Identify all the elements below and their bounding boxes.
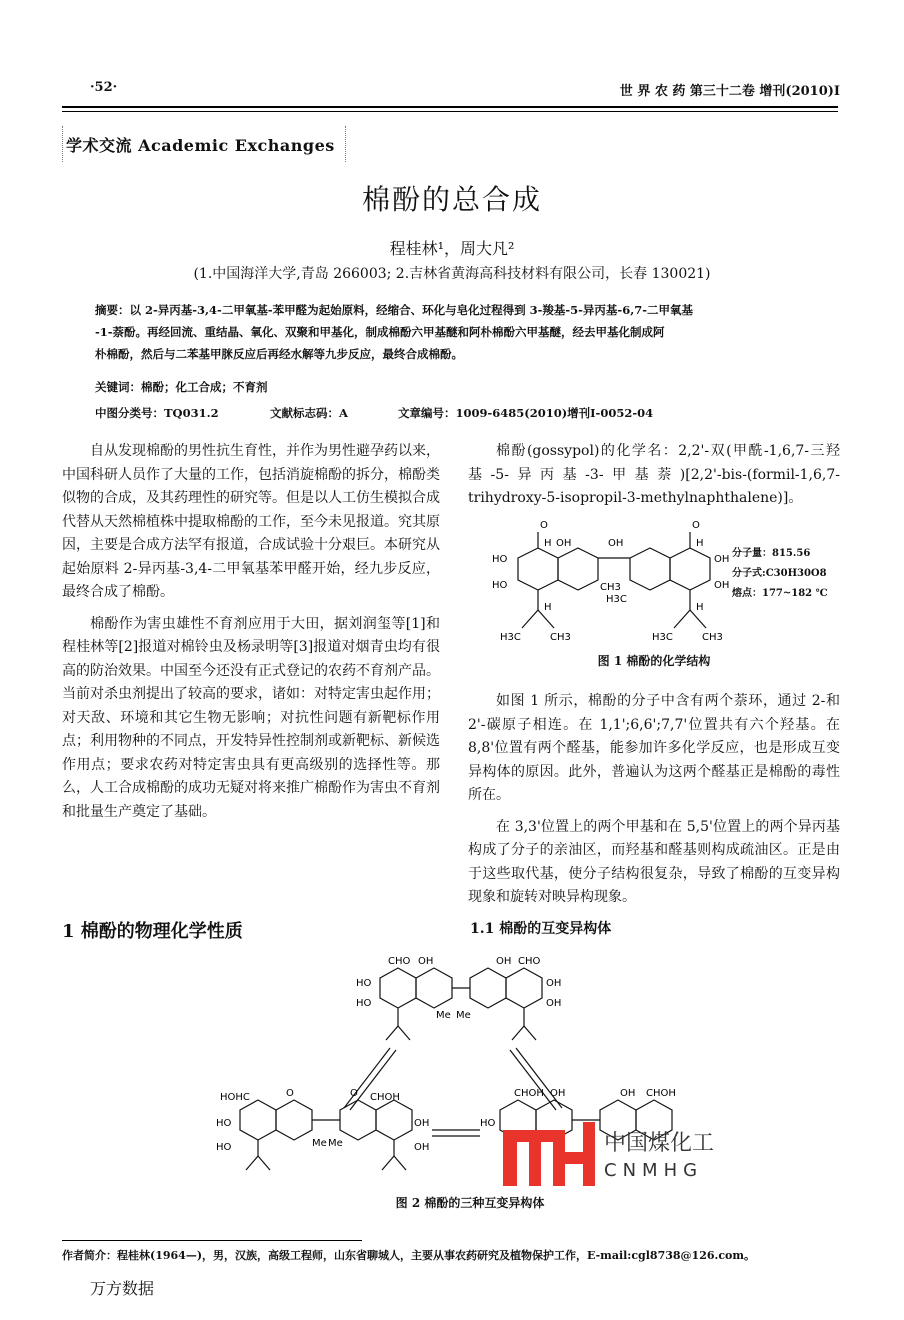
oh-f2-8: OH: [620, 1088, 636, 1099]
intro-paragraph-2: 棉酚作为害虫雄性不育剂应用于大田，据刘润玺等[1]和程桂林等[2]报道对棉铃虫及杨录明等[3]报道对烟青虫均有很高的防治效果。中国至今还没有正式登记的农药不育剂产品。当前对杀虫剂提出了较高的要求，诸如：对特定害虫起作用；对天敌、环境和其它生物无影响；对抗性问题有新靶标作用点；利用物种的不同点，开发特异性控制剂或新靶标、新候选作用点；要求农药对特定害虫具有更高级别的选择性等。那么，人工合成棉酚的成功无疑对将来推广棉酚作为害虫不育剂和批量生产奠定了基础。: [62, 615, 440, 820]
article-number: 文章编号：1009-6485(2010)增刊Ⅰ-0052-04: [398, 406, 654, 420]
naphthalene-ring-left-a: [518, 548, 558, 590]
figure-2-caption: 图 2 棉酚的三种互变异构体: [395, 1196, 545, 1210]
header-rule: [62, 106, 838, 108]
authors: 程桂林¹，周大凡²: [389, 239, 515, 258]
aldehyde-form-ring-2: [416, 968, 452, 1008]
h3c-label-mid: H3C: [606, 594, 627, 605]
o-label-right: O: [692, 520, 700, 531]
o-label-f2-1: O: [286, 1088, 294, 1099]
lactol-form-ring-1: [240, 1100, 276, 1140]
cnmhg-logo-icon: [503, 1122, 598, 1186]
aldehyde-form-ring-1: [380, 968, 416, 1008]
abstract-label: 摘要：: [95, 303, 130, 317]
h-label-ipr-left: H: [544, 602, 552, 613]
section-1-1-heading: 1.1 棉酚的互变异构体: [470, 921, 612, 937]
watermark-en: CNMHG: [604, 1160, 704, 1181]
h-label-ipr-right: H: [696, 602, 704, 613]
abstract-line-2: -1-萘酚。再经回流、重结晶、氧化、双聚和甲基化，制成棉酚六甲基醚和阿朴棉酚六甲基醚，经去甲基化制成阿: [95, 325, 665, 339]
oh-label-1: OH: [556, 538, 572, 549]
ho-f2-4: HO: [216, 1142, 232, 1153]
oh-f2-1: OH: [418, 956, 434, 967]
oh-f2-7: OH: [550, 1088, 566, 1099]
page-number: ·52·: [90, 80, 118, 95]
oh-f2-6: OH: [414, 1142, 430, 1153]
footnote-rule: [62, 1240, 362, 1241]
cho-label-2: CHO: [518, 956, 541, 967]
doc-code: 文献标志码：A: [270, 406, 348, 420]
ch3-label-ipr-right: CH3: [702, 632, 723, 643]
me-label-1: Me: [436, 1010, 451, 1021]
naphthalene-ring-right-a: [630, 548, 670, 590]
molecule-properties: [732, 544, 828, 604]
oh-label-3: OH: [714, 554, 730, 565]
ho-f2-3: HO: [216, 1118, 232, 1129]
ch3-label-left: CH3: [600, 582, 621, 593]
keywords: 关键词：棉酚；化工合成；不育剂: [95, 380, 268, 394]
me-label-2: Me: [456, 1010, 471, 1021]
figure-2-tautomers: [200, 950, 740, 1195]
lactol-form-ring-4: [376, 1100, 412, 1140]
choh-label-2: CHOH: [514, 1088, 544, 1099]
oh-label-2: OH: [608, 538, 624, 549]
h3c-label-right: H3C: [652, 632, 673, 643]
substituent-paragraph: 在 3,3'位置上的两个甲基和在 5,5'位置上的两个异丙基构成了分子的亲油区，而羟基和醛基则构成疏油区。正是由于这些取代基，使分子结构很复杂，导致了棉酚的互变异构现象和旋转对映异构现象。: [468, 818, 840, 905]
ho-f2-1: HO: [356, 978, 372, 989]
aldehyde-form-ring-3: [470, 968, 506, 1008]
me-label-4: Me: [328, 1138, 343, 1149]
gossypol-name-paragraph: 棉酚(gossypol)的化学名：2,2'-双(甲酰-1,6,7-三羟基-5-异丙基-3-甲基萘)[2,2'-bis-(formil-1,6,7-trihydroxy-5-isopropil-3-methylnaphthalene)]。: [468, 443, 840, 506]
ho-f2-5: HO: [480, 1118, 496, 1129]
molecular-formula: 分子式:C30H30O8: [732, 568, 827, 579]
oh-f2-3: OH: [546, 978, 562, 989]
source-label: 万方数据: [90, 1279, 155, 1298]
structure-paragraph: 如图 1 所示，棉酚的分子中含有两个萘环，通过 2-和 2'-碳原子相连。在 1,1';6,6';7,7'位置共有六个羟基。在 8,8'位置有两个醛基，能参加许多化学反应，也是形成互变异构体的原因。此外，普遍认为这两个醛基正是棉酚的毒性所在。: [468, 693, 840, 803]
header-rule-thin: [62, 111, 838, 112]
journal-header: 世 界 农 药 第三十二卷 增刊(2010)Ⅰ: [619, 84, 840, 99]
melting-point: 熔点：177~182 ℃: [732, 588, 828, 599]
abstract-line-3: 朴棉酚，然后与二苯基甲脒反应后再经水解等九步反应，最终合成棉酚。: [95, 347, 463, 361]
cho-label-1: CHO: [388, 956, 411, 967]
h-label-right: H: [696, 538, 704, 549]
o-label-f2-2: O: [350, 1088, 358, 1099]
me-label-3: Me: [312, 1138, 327, 1149]
ho-label-2: HO: [492, 580, 508, 591]
hohc-label: HOHC: [220, 1092, 250, 1103]
o-label-left: O: [540, 520, 548, 531]
figure-1-caption: 图 1 棉酚的化学结构: [597, 654, 711, 668]
left-column: [62, 440, 440, 824]
choh-label: CHOH: [370, 1092, 400, 1103]
ch3-label-ipr-left: CH3: [550, 632, 571, 643]
h-label-left: H: [544, 538, 552, 549]
watermark-cn: 中国煤化工: [604, 1131, 715, 1156]
right-column-body: [468, 690, 840, 910]
section-1-heading: 1 棉酚的物理化学性质: [62, 921, 243, 942]
lactol-form-ring-2: [276, 1100, 312, 1140]
footnote-author: 作者简介：程桂林(1964—)，男，汉族，高级工程师，山东省聊城人，主要从事农药研究及植物保护工作，E-mail:cgl8738@126.com。: [62, 1249, 756, 1262]
affiliations: (1.中国海洋大学,青岛 266003; 2.吉林省黄海高科技材料有限公司，长春 130021): [193, 266, 711, 282]
naphthalene-ring-left-b: [558, 548, 598, 590]
molecular-weight: 分子量：815.56: [732, 548, 811, 559]
choh-label-3: CHOH: [646, 1088, 676, 1099]
intro-paragraph-1: 自从发现棉酚的男性抗生育性，并作为男性避孕药以来，中国科研人员作了大量的工作，包括消旋棉酚的拆分，棉酚类似物的合成，及其药理性的研究等。但是以人工仿生模拟合成代替从天然棉植株中提取棉酚的工作，至今未见报道。究其原因，主要是合成方法罕有报道，合成试验十分艰巨。本研究从起始原料 2-异丙基-3,4-二甲氧基苯甲醛开始，经九步反应，最终合成了棉酚。: [62, 443, 440, 600]
ho-f2-2: HO: [356, 998, 372, 1009]
section-tag: 学术交流 Academic Exchanges: [66, 136, 335, 155]
h3c-label-left: H3C: [500, 632, 521, 643]
page-title: 棉酚的总合成: [361, 183, 542, 216]
abstract-line-1: 摘要：以 2-异丙基-3,4-二甲氧基-苯甲醛为起始原料，经缩合、环化与皂化过程得到 3-羧基-5-异丙基-6,7-二甲氧基: [95, 303, 693, 317]
oh-f2-4: OH: [546, 998, 562, 1009]
oh-f2-2: OH: [496, 956, 512, 967]
oh-f2-5: OH: [414, 1118, 430, 1129]
aldehyde-form-ring-4: [506, 968, 542, 1008]
naphthalene-ring-right-b: [670, 548, 710, 590]
classification: 中图分类号：TQ031.2: [95, 406, 219, 420]
ho-label-1: HO: [492, 554, 508, 565]
oh-label-4: OH: [714, 580, 730, 591]
abstract: [95, 299, 807, 365]
